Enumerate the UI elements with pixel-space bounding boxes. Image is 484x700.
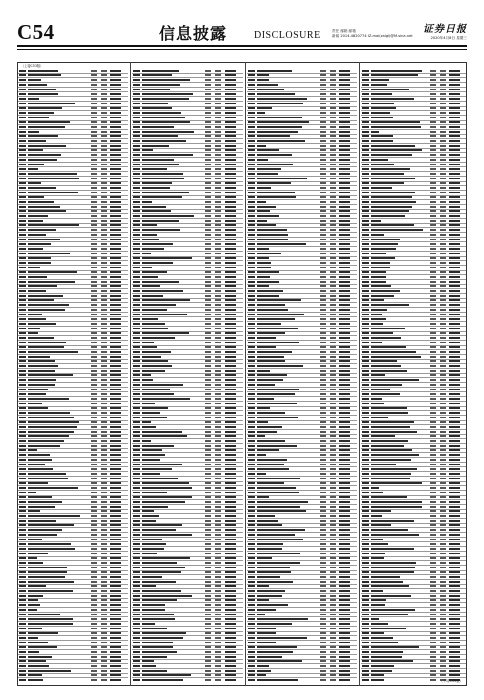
table-column-1 bbox=[17, 62, 129, 682]
table-column-3 bbox=[246, 62, 358, 682]
section-title: 信息披露 bbox=[159, 24, 228, 43]
page-code: C54 bbox=[17, 20, 55, 44]
newspaper-brand bbox=[423, 20, 467, 41]
page-header bbox=[17, 20, 467, 46]
table-row bbox=[18, 678, 128, 682]
fund-table bbox=[361, 69, 466, 680]
editor-info bbox=[332, 29, 413, 39]
fund-table bbox=[18, 69, 128, 680]
table-row bbox=[132, 678, 243, 682]
fund-table bbox=[132, 69, 243, 680]
table-row bbox=[247, 678, 357, 682]
fund-table bbox=[247, 69, 357, 680]
header-rule-thick bbox=[17, 45, 467, 47]
header-rule-thin bbox=[17, 49, 467, 50]
newspaper-logo: 证券日报 bbox=[423, 24, 467, 35]
table-column-2 bbox=[131, 62, 244, 682]
issue-date: 2020年4月8日 星期三 bbox=[430, 36, 467, 40]
editor-line-2: 新闻 2014.4820774 IZ-mai(zaigi)@M.sina.net bbox=[332, 34, 413, 38]
continued-on-label: （下转C55版） bbox=[439, 679, 463, 683]
editor-line-1: 责任 邮箱 邮箱 bbox=[332, 29, 356, 33]
table-column-4 bbox=[360, 62, 467, 682]
continued-from-label: （上接C53版） bbox=[21, 64, 44, 68]
section-title-en: DISCLOSURE bbox=[254, 30, 321, 41]
